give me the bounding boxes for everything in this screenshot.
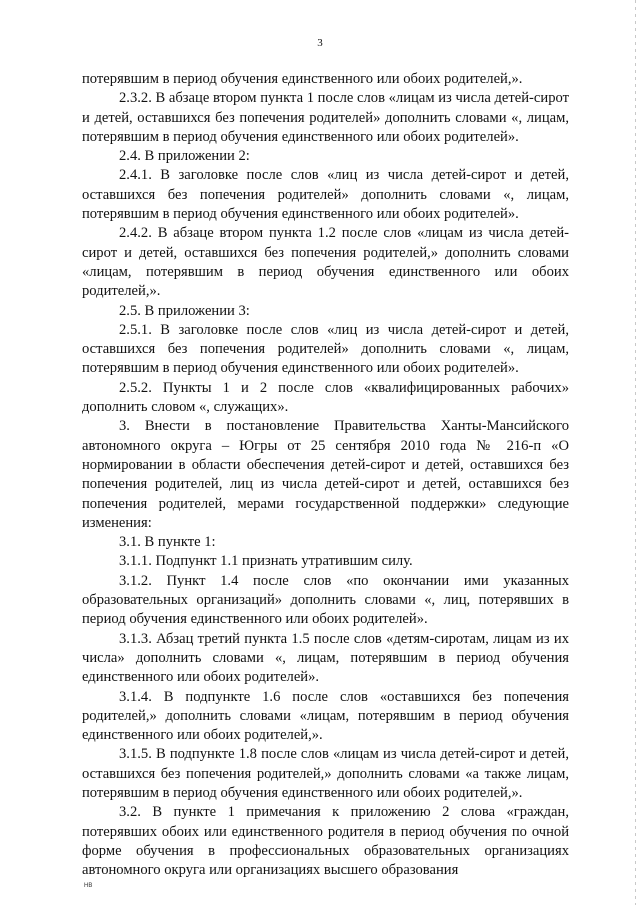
paragraph: 2.3.2. В абзаце втором пункта 1 после слов «лицам из числа детей-сирот и детей, оставшихся без попечения родителей» дополнить словами «, лицам, потерявшим в период обучения единственного или обоих родителей». bbox=[82, 90, 569, 145]
paragraph: 3.1.5. В подпункте 1.8 после слов «лицам из числа детей-сирот и детей, оставшихся без попечения родителей,» дополнить словами «а также лицам, потерявшим в период обучения единственного или обоих родителей,». bbox=[82, 746, 569, 801]
paragraph: 3.1.4. В подпункте 1.6 после слов «оставшихся без попечения родителей,» дополнить словами «лицам, потерявшим в период обучения единственного или обоих родителей,». bbox=[82, 688, 569, 744]
paragraph: 2.5.1. В заголовке после слов «лиц из числа детей-сирот и детей, оставшихся без попечения родителей» дополнить словами «, лицам, потерявшим в период обучения единственного или обоих родителей». bbox=[82, 321, 569, 377]
scan-edge bbox=[635, 0, 636, 905]
paragraph: 2.5.2. Пункты 1 и 2 после слов «квалифицированных рабочих» дополнить словом «, служащих». bbox=[82, 379, 569, 416]
paragraph: 2.4.2. В абзаце втором пункта 1.2 после слов «лицам из числа детей-сирот и детей, оставшихся без попечения родителей,» дополнить словами «лицам, потерявшим в период обучения единственного или обоих родителей,». bbox=[82, 225, 569, 300]
page-number: 3 bbox=[317, 37, 323, 49]
paragraph: потерявшим в период обучения единственного или обоих родителей,». bbox=[82, 71, 523, 87]
paragraph: 3.1.3. Абзац третий пункта 1.5 после слов «детям-сиротам, лицам из их числа» дополнить словами «, лицам, потерявшим в период обучения единственного или обоих родителей». bbox=[82, 630, 569, 686]
paragraph: 3.2. В пункте 1 примечания к приложению 2 слова «граждан, потерявших обоих или единственного родителя в период обучения по очной форме обучения в профессиональных образовательных организациях автономного округа или организациях высшего образования bbox=[82, 804, 569, 879]
paragraph: 2.5. В приложении 3: bbox=[119, 302, 250, 319]
paragraph: 3. Внести в постановление Правительства Ханты-Мансийского автономного округа – Югры от 25 сентября 2010 года № 216-п «О нормировании в области обеспечения детей-сирот и детей, оставшихся без попечения родителей, лиц из числа детей-сирот и детей, оставшихся без попечения родителей, мерами государственной поддержки» следующие изменения: bbox=[82, 418, 569, 531]
document-body bbox=[82, 70, 569, 880]
paragraph: 3.1.2. Пункт 1.4 после слов «по окончании ими указанных образовательных организаций» дополнить словами «, лиц, потерявших в период обучения единственного или обоих родителей». bbox=[82, 572, 569, 628]
footer-initials: НВ bbox=[84, 883, 93, 889]
paragraph: 3.1. В пункте 1: bbox=[119, 534, 216, 551]
paragraph: 2.4.1. В заголовке после слов «лиц из числа детей-сирот и детей, оставшихся без попечения родителей» дополнить словами «, лицам, потерявшим в период обучения единственного или обоих родителей». bbox=[82, 167, 569, 223]
paragraph: 2.4. В приложении 2: bbox=[119, 148, 250, 165]
paragraph: 3.1.1. Подпункт 1.1 признать утратившим силу. bbox=[119, 553, 413, 570]
